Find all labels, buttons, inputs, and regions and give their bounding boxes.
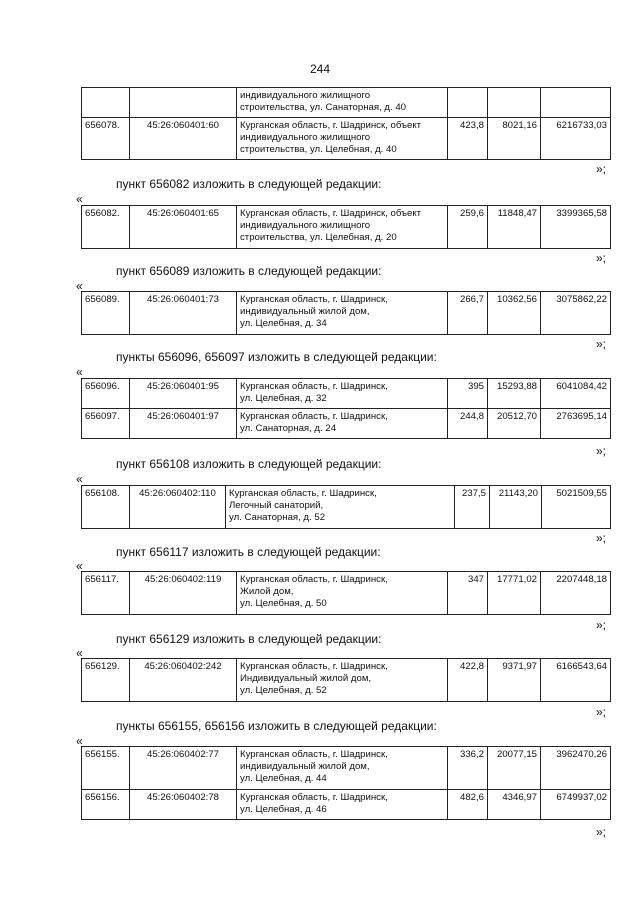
area-cell: 244,8 [448, 409, 488, 439]
registry-table [81, 746, 611, 820]
address-line: ул. Целебная, д. 50 [240, 598, 327, 609]
row-number-cell: 656129. [82, 659, 130, 702]
area-cell: 259,6 [448, 206, 488, 249]
address-line: Курганская область, г. Шадринск, [229, 488, 377, 499]
cadastral-value-cell: 2763695,14 [541, 409, 611, 439]
section-heading: пункт 656129 изложить в следующей редакции: [116, 632, 382, 646]
address-line: индивидуального жилищного [240, 220, 371, 231]
cadastral-value-cell: 6041084,42 [541, 379, 611, 409]
address-line: ул. Целебная, д. 32 [240, 393, 327, 404]
row-number-cell: 656096. [82, 379, 130, 409]
area-cell: 336,2 [448, 747, 488, 790]
address-cell [237, 379, 448, 409]
cadastral-value-cell: 5021509,55 [542, 486, 611, 529]
open-quote-mark: « [76, 472, 83, 486]
unit-price-cell: 17771,02 [488, 572, 541, 615]
section-heading: пункты 656155, 656156 изложить в следующей редакции: [116, 719, 437, 733]
address-line: ул. Целебная, д. 34 [240, 318, 327, 329]
cadastral-value-cell: 6166543,64 [541, 659, 611, 702]
cadastral-value-cell: 3399365,58 [541, 206, 611, 249]
close-quote-mark: »; [596, 444, 607, 458]
open-quote-mark: « [76, 734, 83, 748]
area-cell: 423,8 [448, 118, 488, 160]
open-quote-mark: « [76, 559, 83, 573]
cadastral-value-cell: 6216733,03 [541, 118, 611, 160]
unit-price-cell: 20077,15 [488, 747, 541, 790]
close-quote-mark: »; [596, 825, 607, 839]
unit-price-cell: 21143,20 [490, 486, 542, 529]
close-quote-mark: »; [596, 705, 607, 719]
unit-price-cell: 11848,47 [488, 206, 541, 249]
registry-table [81, 485, 611, 529]
row-number-cell [82, 88, 130, 118]
registry-table [81, 378, 611, 439]
address-cell [237, 118, 448, 160]
cadastral-number-cell [130, 88, 237, 118]
open-quote-mark: « [76, 192, 83, 206]
address-line: ул. Целебная, д. 52 [240, 685, 327, 696]
unit-price-cell: 9371,97 [488, 659, 541, 702]
close-quote-mark: »; [596, 618, 607, 632]
unit-price-cell: 15293,88 [488, 379, 541, 409]
address-cell [237, 790, 448, 820]
cadastral-number-cell: 45:26:060402:110 [130, 486, 226, 529]
row-number-cell: 656078. [82, 118, 130, 160]
unit-price-cell [488, 88, 541, 118]
row-number-cell: 656082. [82, 206, 130, 249]
table-row [82, 486, 611, 529]
section-heading: пункт 656089 изложить в следующей редакции: [116, 264, 382, 278]
table-row [82, 379, 611, 409]
unit-price-cell: 8021,16 [488, 118, 541, 160]
open-quote-mark: « [76, 279, 83, 293]
address-line: Курганская область, г. Шадринск, [240, 294, 388, 305]
address-cell [237, 659, 448, 702]
cadastral-number-cell: 45:26:060402:78 [130, 790, 237, 820]
address-line: Курганская область, г. Шадринск, [240, 411, 388, 422]
address-line: ул. Целебная, д. 46 [240, 804, 327, 815]
close-quote-mark: »; [596, 162, 607, 176]
address-cell [226, 486, 455, 529]
table-row [82, 88, 611, 118]
area-cell [448, 88, 488, 118]
address-line: индивидуального жилищного [240, 90, 371, 101]
cadastral-number-cell: 45:26:060401:65 [130, 206, 237, 249]
address-line: Курганская область, г. Шадринск, [240, 661, 388, 672]
row-number-cell: 656117. [82, 572, 130, 615]
address-line: индивидуального жилищного [240, 132, 371, 143]
address-cell [237, 747, 448, 790]
cadastral-number-cell: 45:26:060402:119 [130, 572, 237, 615]
area-cell: 395 [448, 379, 488, 409]
address-line: индивидуальный жилой дом, [240, 761, 370, 772]
close-quote-mark: »; [596, 251, 607, 265]
cadastral-number-cell: 45:26:060402:77 [130, 747, 237, 790]
cadastral-value-cell: 3075862,22 [541, 292, 611, 335]
cadastral-number-cell: 45:26:060401:73 [130, 292, 237, 335]
table-row [82, 790, 611, 820]
cadastral-value-cell: 6749937,02 [541, 790, 611, 820]
address-cell [237, 572, 448, 615]
cadastral-number-cell: 45:26:060401:95 [130, 379, 237, 409]
address-line: строительства, ул. Целебная, д. 40 [240, 144, 397, 155]
address-cell [237, 206, 448, 249]
section-heading: пункт 656082 изложить в следующей редакции: [116, 177, 382, 191]
cadastral-value-cell: 2207448,18 [541, 572, 611, 615]
open-quote-mark: « [76, 646, 83, 660]
row-number-cell: 656155. [82, 747, 130, 790]
area-cell: 266,7 [448, 292, 488, 335]
row-number-cell: 656156. [82, 790, 130, 820]
close-quote-mark: »; [596, 337, 607, 351]
registry-table [81, 205, 611, 249]
row-number-cell: 656097. [82, 409, 130, 439]
table-row [82, 292, 611, 335]
address-line: строительства, ул. Целебная, д. 20 [240, 232, 397, 243]
area-cell: 347 [448, 572, 488, 615]
address-line: Курганская область, г. Шадринск, [240, 749, 388, 760]
address-line: индивидуальный жилой дом, [240, 306, 370, 317]
address-line: Курганская область, г. Шадринск, объект [240, 120, 422, 131]
row-number-cell: 656089. [82, 292, 130, 335]
address-line: Курганская область, г. Шадринск, [240, 574, 388, 585]
area-cell: 422,8 [448, 659, 488, 702]
section-heading: пункты 656096, 656097 изложить в следующей редакции: [116, 350, 437, 364]
unit-price-cell: 4346,97 [488, 790, 541, 820]
table-row [82, 659, 611, 702]
row-number-cell: 656108. [82, 486, 130, 529]
unit-price-cell: 20512,70 [488, 409, 541, 439]
address-line: ул. Санаторная, д. 52 [229, 512, 326, 523]
registry-table [81, 291, 611, 335]
address-line: Курганская область, г. Шадринск, [240, 792, 388, 803]
section-heading: пункт 656117 изложить в следующей редакции: [116, 545, 381, 559]
section-heading: пункт 656108 изложить в следующей редакции: [116, 457, 382, 471]
area-cell: 482,6 [448, 790, 488, 820]
table-row [82, 118, 611, 160]
cadastral-value-cell [541, 88, 611, 118]
table-row [82, 572, 611, 615]
area-cell: 237,5 [455, 486, 490, 529]
address-cell [237, 409, 448, 439]
table-row [82, 409, 611, 439]
cadastral-value-cell: 3962470,26 [541, 747, 611, 790]
address-line: строительства, ул. Санаторная, д. 40 [240, 102, 406, 113]
address-cell [237, 292, 448, 335]
address-line: Жилой дом, [240, 586, 294, 597]
address-line: Легочный санаторий, [229, 500, 324, 511]
address-line: Индивидуальный жилой дом, [240, 673, 372, 684]
address-line: Курганская область, г. Шадринск, [240, 381, 388, 392]
address-line: ул. Санаторная, д. 24 [240, 423, 337, 434]
cadastral-number-cell: 45:26:060401:60 [130, 118, 237, 160]
table-row [82, 206, 611, 249]
close-quote-mark: »; [596, 531, 607, 545]
registry-table [81, 87, 611, 160]
registry-table [81, 571, 611, 615]
cadastral-number-cell: 45:26:060402:242 [130, 659, 237, 702]
address-line: Курганская область, г. Шадринск, объект [240, 208, 422, 219]
registry-table [81, 658, 611, 702]
table-row [82, 747, 611, 790]
address-line: ул. Целебная, д. 44 [240, 773, 327, 784]
page-number: 244 [309, 62, 331, 76]
unit-price-cell: 10362,56 [488, 292, 541, 335]
cadastral-number-cell: 45:26:060401:97 [130, 409, 237, 439]
address-cell [237, 88, 448, 118]
open-quote-mark: « [76, 365, 83, 379]
